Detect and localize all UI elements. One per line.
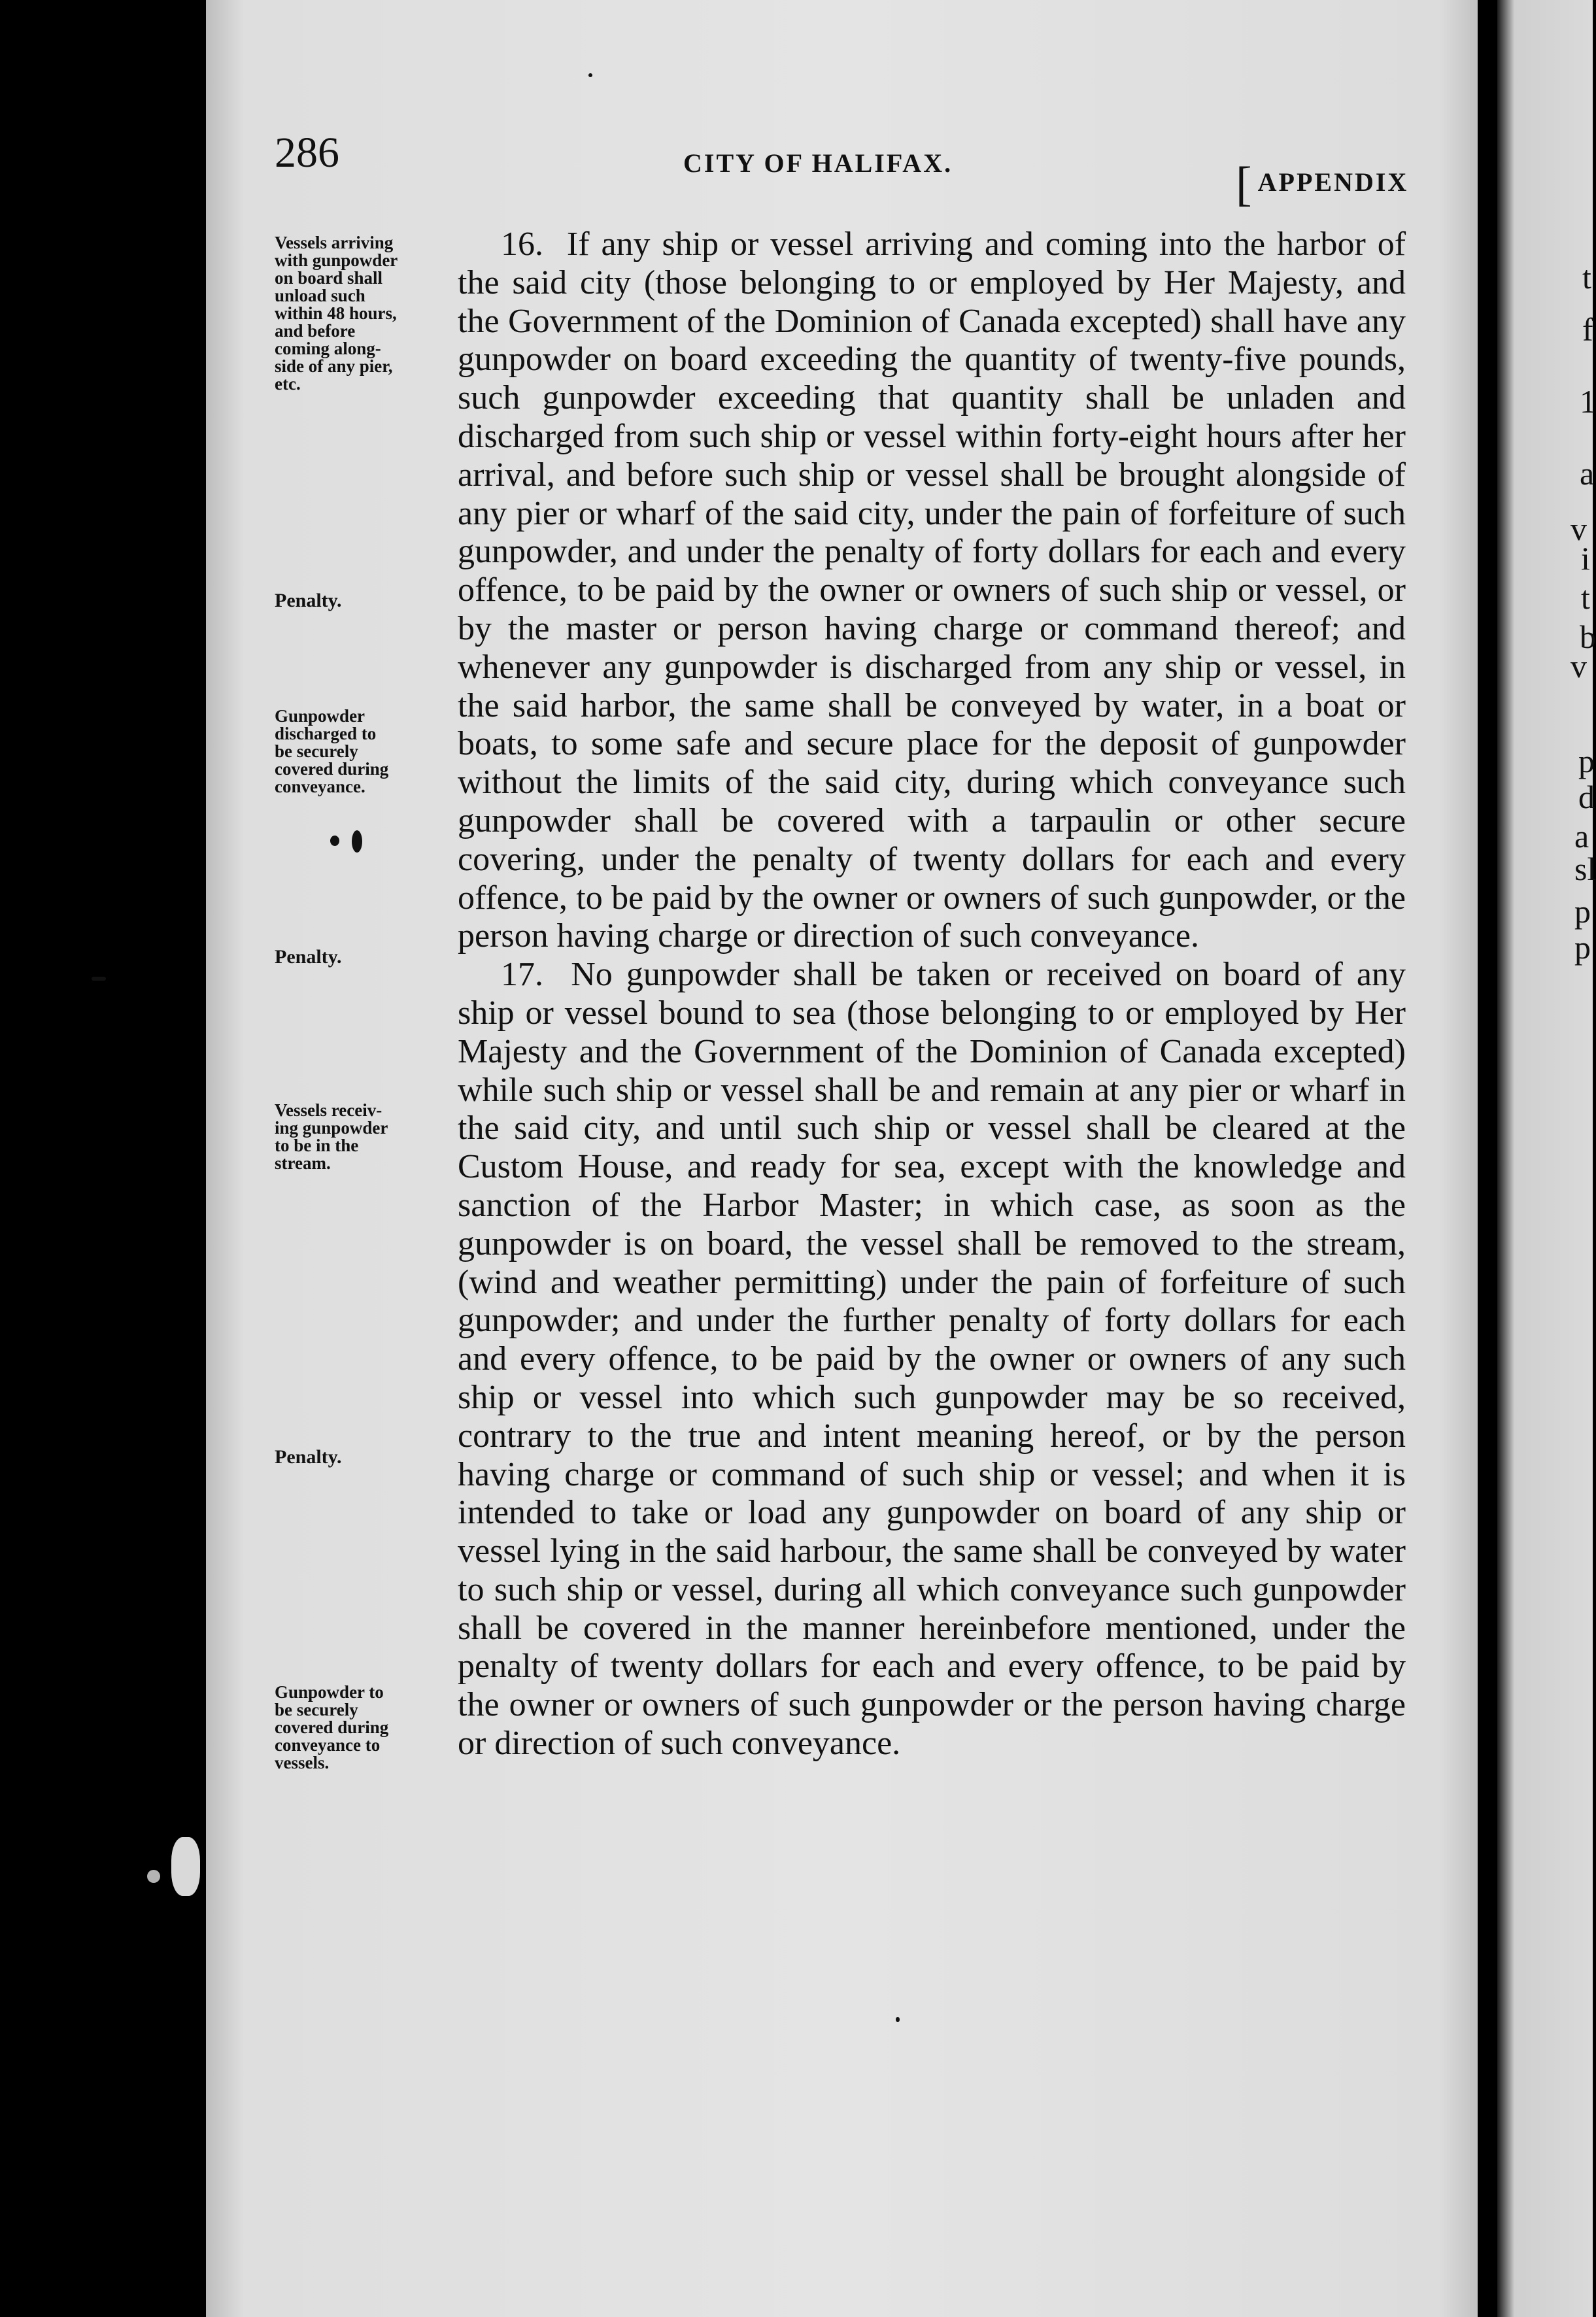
marginal-line: on board shall <box>275 268 383 288</box>
marginal-line: side of any pier, <box>275 356 393 376</box>
facing-fragment: a <box>1580 455 1595 492</box>
marginal-line: be securely <box>275 741 358 761</box>
marginal-line: and before <box>275 321 356 341</box>
marginal-line: Gunpowder <box>275 706 365 726</box>
section-text: No gunpowder shall be taken or received on board of any ship or vessel bound to sea (those belonging to or employed by Her Majesty and the Government of the Dominion of Canada excepted) while such ship or vessel shall be and remain at any pier or wharf in the said city, and until such ship or vessel shall be cleared at the Custom House, and ready for sea, except with the knowledge and sanction of the Harbor Master; in which case, as soon as the gunpowder is on board, the vessel shall be removed to the stream, (wind and weather permitting) under the pain of forfeiture of such gunpowder; and under the further penalty of forty dollars for each and every offence, to be paid by the owner or owners of any such ship or vessel into which such gunpowder may be so received, contrary to the true and intent meaning hereof, or by the person having charge or command of such ship or vessel; and when it is intended to take or load any gunpowder on board of any ship or vessel lying in the said harbour, the same shall be conveyed by water to such ship or vessel, during all which conveyance such gunpowder shall be covered in the manner hereinbefore mentioned, under the penalty of twenty dollars for each and every offence, to be paid by the owner or owners of such gunpowder or the person having charge or direction of such conveyance. <box>458 956 1406 1763</box>
page-damage-mark <box>147 1870 160 1883</box>
marginal-line: within 48 hours, <box>275 303 397 323</box>
facing-fragment: p <box>1574 929 1591 966</box>
section-number: 17. <box>501 956 543 994</box>
appendix-bracket: [ <box>1236 158 1254 211</box>
marginal-note-penalty: Penalty. <box>275 590 342 611</box>
marginal-note-penalty: Penalty. <box>275 946 342 968</box>
marginal-line: stream. <box>275 1153 331 1173</box>
facing-fragment: v <box>1571 648 1587 685</box>
facing-fragment: p <box>1578 743 1595 779</box>
scan-speck <box>92 977 106 981</box>
ink-blot <box>352 830 362 853</box>
scan-speck <box>896 2017 900 2022</box>
facing-fragment: b <box>1580 618 1596 655</box>
page-damage-mark <box>171 1837 200 1896</box>
marginal-line: Vessels arriving <box>275 233 394 252</box>
page-number: 286 <box>275 129 339 177</box>
marginal-line: vessels. <box>275 1753 330 1772</box>
facing-fragment: f <box>1582 311 1593 348</box>
marginal-line: covered during <box>275 1717 389 1737</box>
body-text <box>458 226 1406 1763</box>
facing-fragment: sl <box>1574 851 1596 887</box>
marginal-line: coming along- <box>275 339 381 358</box>
marginal-line: ing gunpowder <box>275 1118 388 1138</box>
section-16 <box>458 226 1406 956</box>
marginal-note-gunpowder-discharged <box>275 707 458 796</box>
section-17 <box>458 956 1406 1763</box>
facing-fragment: t <box>1581 579 1590 616</box>
running-title: CITY OF HALIFAX. <box>683 148 953 178</box>
marginal-line: unload such <box>275 286 365 305</box>
marginal-note-gunpowder-to-vessels <box>275 1683 458 1772</box>
marginal-line: covered during <box>275 759 389 779</box>
marginal-line: conveyance to <box>275 1735 381 1755</box>
facing-fragment: v <box>1571 511 1587 547</box>
marginal-note-vessels-receiving <box>275 1102 458 1172</box>
facing-fragment: d <box>1578 779 1595 815</box>
marginal-line: Gunpowder to <box>275 1682 384 1702</box>
marginal-note-penalty: Penalty. <box>275 1446 342 1468</box>
marginal-note-vessels-arriving <box>275 234 458 393</box>
marginal-line: discharged to <box>275 724 377 743</box>
marginal-line: Vessels receiv- <box>275 1100 382 1120</box>
appendix-label <box>1236 148 1409 211</box>
facing-page-edge <box>1497 0 1596 2317</box>
facing-fragment: p <box>1574 893 1591 930</box>
marginal-line: be securely <box>275 1700 358 1719</box>
marginal-line: conveyance. <box>275 777 365 796</box>
marginal-line: with gunpowder <box>275 250 398 270</box>
marginal-line: to be in the <box>275 1136 359 1155</box>
facing-fragment: 1 <box>1580 383 1596 420</box>
facing-fragment: t <box>1582 259 1591 296</box>
section-number: 16. <box>501 226 543 263</box>
scan-speck <box>588 73 592 77</box>
facing-fragment: a <box>1574 818 1589 854</box>
facing-fragment: i <box>1581 540 1590 577</box>
appendix-text: APPENDIX <box>1257 167 1409 197</box>
marginal-line: etc. <box>275 374 301 394</box>
section-text: If any ship or vessel arriving and coming into the harbor of the said city (those belonging to or employed by Her Majesty, and the Government of the Dominion of Canada excepted) shall have any gunpowder on board exceeding the quantity of twenty-five pounds, such gunpowder exceeding that quantity shall be unladen and discharged from such ship or vessel within forty-eight hours after her arrival, and before such ship or vessel shall be brought alongside of any pier or wharf of the said city, under the pain of forfeiture of such gunpowder, and under the penalty of forty dollars for each and every offence, to be paid by the owner or owners of such ship or vessel, or by the master or person having charge or command thereof; and whenever any gunpowder is discharged from any ship or vessel, in the said harbor, the same shall be conveyed by water, in a boat or boats, to some safe and secure place for the deposit of gunpowder without the limits of the said city, during which conveyance such gunpowder shall be covered with a tarpaulin or other secure covering, under the penalty of twenty dollars for each and every offence, to be paid by the owner or owners of such gunpowder, or the person having charge or direction of such conveyance. <box>458 226 1406 955</box>
ink-blot <box>330 836 339 846</box>
